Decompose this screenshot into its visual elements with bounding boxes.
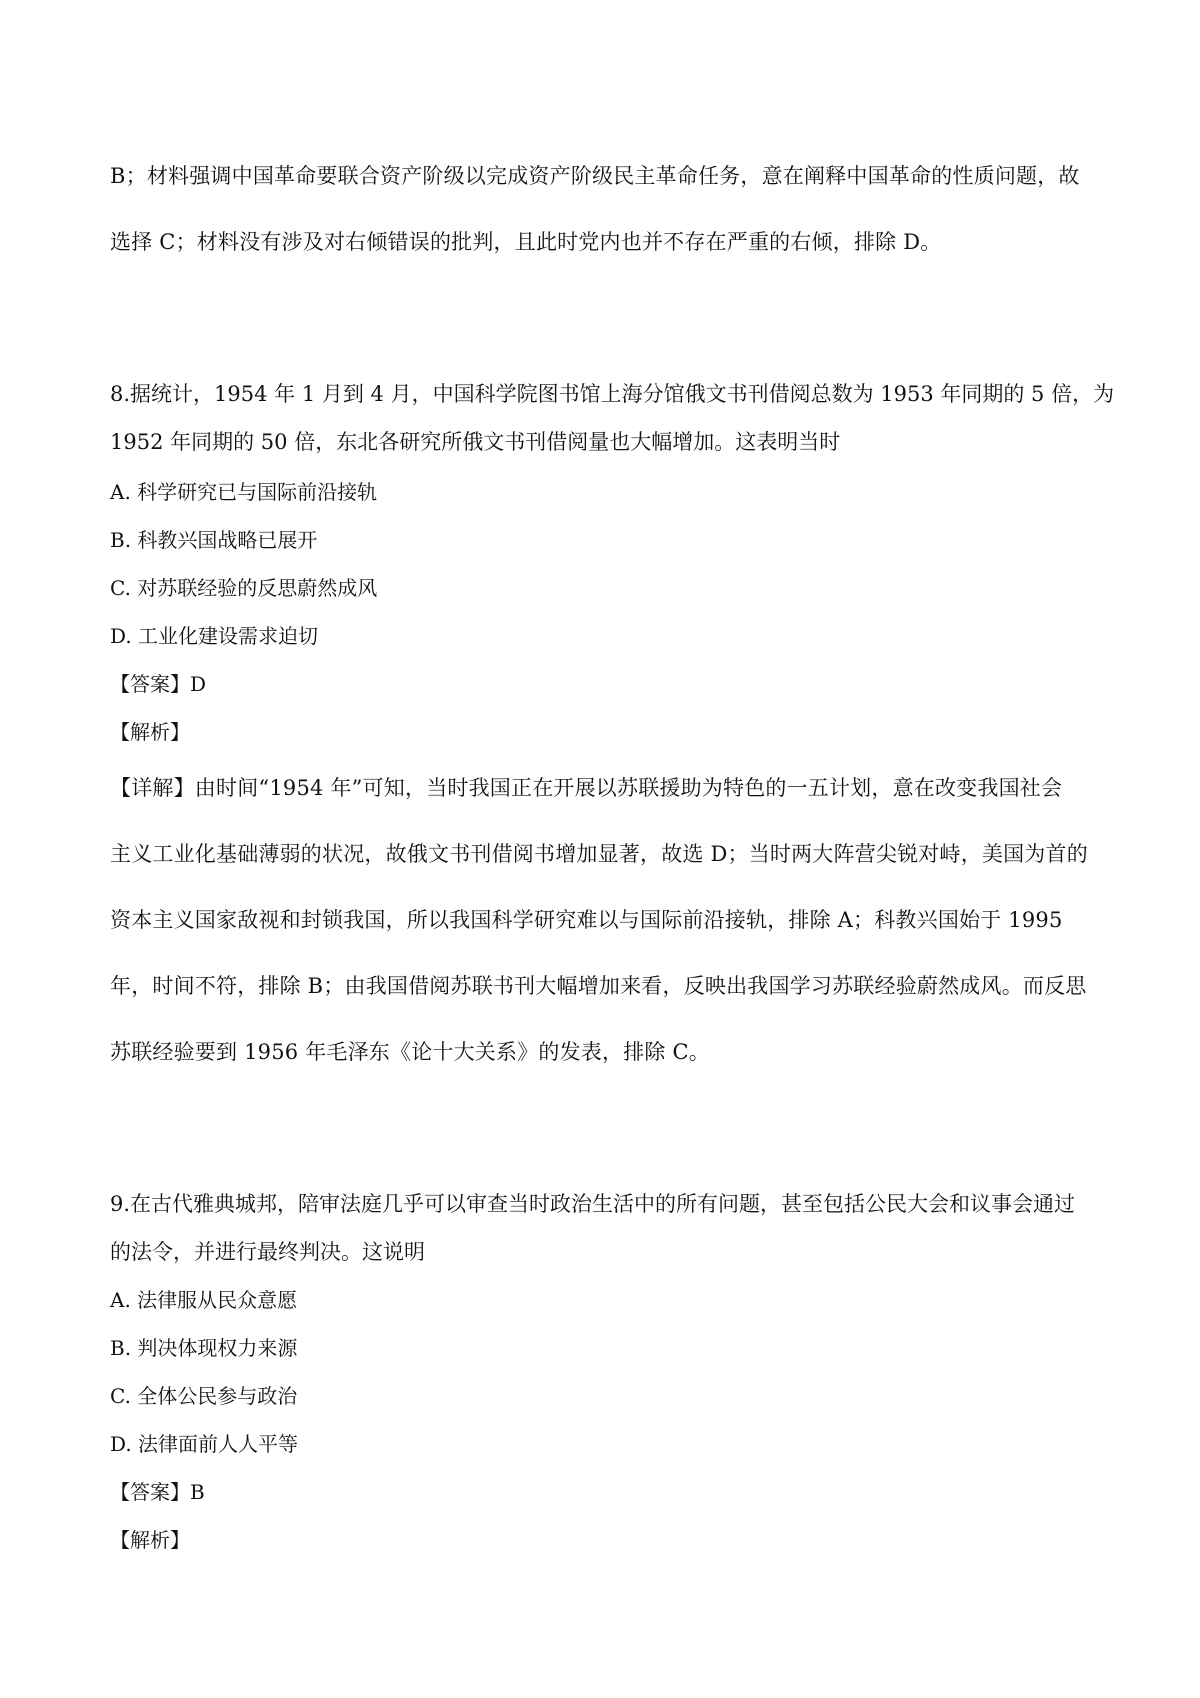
q8-detail-line-1: 【详解】由时间“1954 年”可知，当时我国正在开展以苏联援助为特色的一五计划，意在改变我国社会 xyxy=(110,776,1063,800)
q9-answer: 【答案】B xyxy=(110,1480,205,1504)
q9-analysis-label: 【解析】 xyxy=(110,1528,190,1552)
q8-detail-line-3: 资本主义国家敌视和封锁我国，所以我国科学研究难以与国际前沿接轨，排除 A；科教兴国始于 1995 xyxy=(110,908,1063,932)
prev-analysis-line-2: 选择 C；材料没有涉及对右倾错误的批判，且此时党内也并不存在严重的右倾，排除 D。 xyxy=(110,230,942,254)
q9-stem-line-1: 9.在古代雅典城邦，陪审法庭几乎可以审查当时政治生活中的所有问题，甚至包括公民大会和议事会通过 xyxy=(110,1192,1076,1216)
prev-analysis-line-1: B；材料强调中国革命要联合资产阶级以完成资产阶级民主革命任务，意在阐释中国革命的性质问题，故 xyxy=(110,164,1080,188)
q8-option-d: D. 工业化建设需求迫切 xyxy=(110,624,319,648)
q9-option-c: C. 全体公民参与政治 xyxy=(110,1384,298,1408)
q9-stem-line-2: 的法令，并进行最终判决。这说明 xyxy=(110,1240,425,1264)
q9-option-d: D. 法律面前人人平等 xyxy=(110,1432,299,1456)
q8-answer: 【答案】D xyxy=(110,672,207,696)
q8-option-a: A. 科学研究已与国际前沿接轨 xyxy=(110,480,378,504)
q8-stem-line-2: 1952 年同期的 50 倍，东北各研究所俄文书刊借阅量也大幅增加。这表明当时 xyxy=(110,430,841,454)
q8-option-c: C. 对苏联经验的反思蔚然成风 xyxy=(110,576,378,600)
q8-detail-line-4: 年，时间不符，排除 B；由我国借阅苏联书刊大幅增加来看，反映出我国学习苏联经验蔚然成风。而反思 xyxy=(110,974,1087,998)
q8-detail-line-2: 主义工业化基础薄弱的状况，故俄文书刊借阅书增加显著，故选 D；当时两大阵营尖锐对峙，美国为首的 xyxy=(110,842,1088,866)
q8-detail-line-5: 苏联经验要到 1956 年毛泽东《论十大关系》的发表，排除 C。 xyxy=(110,1040,710,1064)
q8-analysis-label: 【解析】 xyxy=(110,720,190,744)
q9-option-b: B. 判决体现权力来源 xyxy=(110,1336,298,1360)
q9-option-a: A. 法律服从民众意愿 xyxy=(110,1288,298,1312)
q8-stem-line-1: 8.据统计，1954 年 1 月到 4 月，中国科学院图书馆上海分馆俄文书刊借阅总数为 1953 年同期的 5 倍，为 xyxy=(110,382,1115,406)
q8-option-b: B. 科教兴国战略已展开 xyxy=(110,528,318,552)
